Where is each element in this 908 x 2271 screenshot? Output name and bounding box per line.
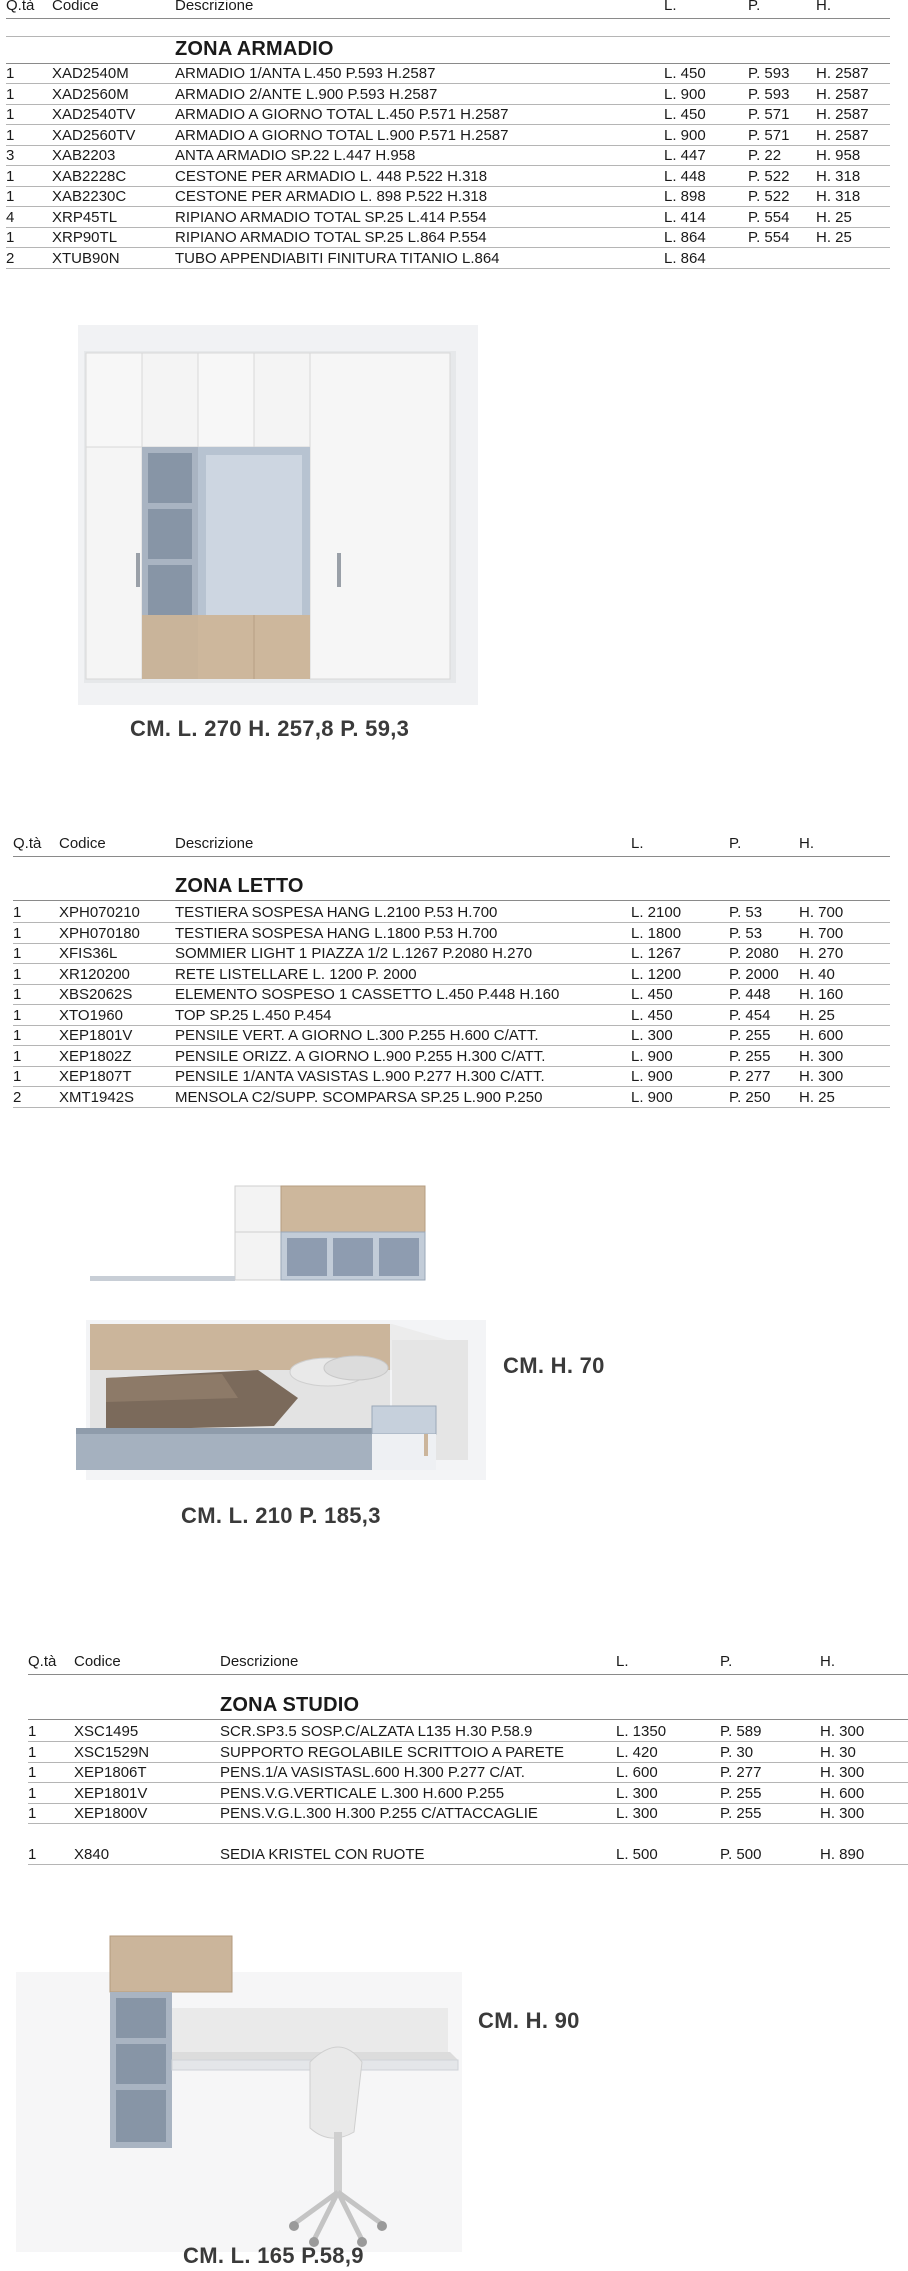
armadio-table xyxy=(6,0,890,270)
row-height: H. 25 xyxy=(816,229,852,246)
row-rule xyxy=(13,1107,890,1108)
row-code: X840 xyxy=(74,1845,110,1863)
row-qty: 1 xyxy=(13,1006,22,1024)
table-row xyxy=(6,167,890,188)
row-code: XSC1529N xyxy=(74,1743,150,1761)
row-desc: PENS.V.G.VERTICALE L.300 H.600 P.255 xyxy=(220,1784,505,1802)
row-depth: P. 554 xyxy=(748,229,790,246)
row-depth: P. 448 xyxy=(729,986,771,1003)
table-header xyxy=(6,0,890,18)
row-qty: 1 xyxy=(13,965,22,983)
section-title: ZONA STUDIO xyxy=(220,1694,360,1716)
row-qty: 1 xyxy=(6,126,15,144)
col-desc: Descrizione xyxy=(220,1653,299,1670)
row-qty: 1 xyxy=(28,1845,37,1863)
row-qty: 1 xyxy=(13,904,22,921)
row-code: XEP1801V xyxy=(59,1027,133,1044)
row-qty: 1 xyxy=(13,945,22,962)
row-qty: 1 xyxy=(6,229,15,246)
row-desc: RIPIANO ARMADIO TOTAL SP.25 L.864 P.554 xyxy=(175,229,487,246)
row-desc: TUBO APPENDIABITI FINITURA TITANIO L.864 xyxy=(175,249,500,267)
row-code: XAB2203 xyxy=(52,147,116,164)
col-p: P. xyxy=(729,835,742,852)
row-height: H. 25 xyxy=(799,1006,835,1024)
wardrobe-image xyxy=(78,325,478,705)
row-depth: P. 593 xyxy=(748,85,790,103)
table-row xyxy=(6,208,890,229)
row-rule xyxy=(28,1823,908,1824)
row-desc: CESTONE PER ARMADIO L. 898 P.522 H.318 xyxy=(175,188,488,205)
row-length: L. 900 xyxy=(664,85,706,103)
row-length: L. 448 xyxy=(664,167,706,185)
col-l: L. xyxy=(664,0,677,14)
row-length: L. 600 xyxy=(616,1764,658,1781)
col-p: P. xyxy=(720,1653,733,1670)
row-length: L. 900 xyxy=(631,1068,673,1085)
row-depth: P. 554 xyxy=(748,208,790,226)
section-title-row xyxy=(6,39,890,63)
table-row xyxy=(13,903,890,924)
row-desc: TESTIERA SOSPESA HANG L.1800 P.53 H.700 xyxy=(175,924,498,942)
row-height: H. 318 xyxy=(816,167,861,185)
row-code: XEP1802Z xyxy=(59,1047,132,1065)
row-depth: P. 454 xyxy=(729,1006,771,1024)
row-height: H. 300 xyxy=(820,1805,865,1822)
table-row xyxy=(13,985,890,1006)
row-length: L. 1267 xyxy=(631,945,682,962)
row-code: XAD2560TV xyxy=(52,126,136,144)
row-code: XTO1960 xyxy=(59,1006,123,1024)
col-l: L. xyxy=(631,835,644,852)
table-header xyxy=(28,1652,908,1674)
row-length: L. 420 xyxy=(616,1743,658,1761)
section-title: ZONA ARMADIO xyxy=(175,38,334,60)
title-rule xyxy=(13,900,890,901)
row-qty: 1 xyxy=(13,1047,22,1065)
col-desc: Descrizione xyxy=(175,0,254,14)
table-row xyxy=(13,1026,890,1047)
row-desc: ARMADIO 2/ANTE L.900 P.593 H.2587 xyxy=(175,85,438,103)
desk-dimensions: CM. L. 165 P.58,9 xyxy=(183,2243,364,2268)
row-desc: MENSOLA C2/SUPP. SCOMPARSA SP.25 L.900 P.250 xyxy=(175,1088,543,1106)
row-depth: P. 593 xyxy=(748,65,790,82)
row-code: XRP90TL xyxy=(52,229,118,246)
row-depth: P. 53 xyxy=(729,904,763,921)
row-height: H. 300 xyxy=(820,1723,865,1740)
bed-image xyxy=(72,1310,512,1490)
table-row xyxy=(28,1743,908,1764)
row-depth: P. 255 xyxy=(720,1805,762,1822)
row-desc: SOMMIER LIGHT 1 PIAZZA 1/2 L.1267 P.2080 H.270 xyxy=(175,945,533,962)
table-row xyxy=(13,1067,890,1088)
row-code: XMT1942S xyxy=(59,1088,135,1106)
row-depth: P. 30 xyxy=(720,1743,754,1761)
header-rule xyxy=(13,856,890,857)
table-row xyxy=(6,85,890,106)
studio-table xyxy=(28,1652,908,1872)
row-code: XR120200 xyxy=(59,965,130,983)
table-row xyxy=(6,249,890,270)
row-desc: TOP SP.25 L.450 P.454 xyxy=(175,1006,332,1024)
table-row xyxy=(6,126,890,147)
col-code: Codice xyxy=(59,835,106,852)
row-height: H. 25 xyxy=(816,208,852,226)
row-qty: 1 xyxy=(28,1784,37,1802)
row-length: L. 1200 xyxy=(631,965,682,983)
row-depth: P. 589 xyxy=(720,1723,762,1740)
row-desc: ARMADIO A GIORNO TOTAL L.900 P.571 H.2587 xyxy=(175,126,509,144)
row-code: XRP45TL xyxy=(52,208,118,226)
row-depth: P. 571 xyxy=(748,126,790,144)
desk-image xyxy=(10,1932,470,2262)
row-height: H. 25 xyxy=(799,1088,835,1106)
table-row xyxy=(28,1763,908,1784)
row-code: XAD2540TV xyxy=(52,106,136,123)
row-qty: 1 xyxy=(28,1723,37,1740)
row-depth: P. 2080 xyxy=(729,945,779,962)
table-row xyxy=(13,1088,890,1109)
table-row xyxy=(13,965,890,986)
table-row xyxy=(13,1047,890,1068)
row-desc: ANTA ARMADIO SP.22 L.447 H.958 xyxy=(175,147,416,164)
row-depth: P. 2000 xyxy=(729,965,779,983)
row-code: XBS2062S xyxy=(59,986,133,1003)
row-depth: P. 522 xyxy=(748,188,790,205)
row-length: L. 450 xyxy=(664,106,706,123)
row-code: XSC1495 xyxy=(74,1723,139,1740)
table-row xyxy=(28,1804,908,1825)
row-code: XFIS36L xyxy=(59,945,118,962)
row-desc: ELEMENTO SOSPESO 1 CASSETTO L.450 P.448 H.160 xyxy=(175,986,560,1003)
row-height: H. 30 xyxy=(820,1743,856,1761)
row-height: H. 40 xyxy=(799,965,835,983)
row-qty: 1 xyxy=(13,1068,22,1085)
row-length: L. 864 xyxy=(664,249,706,267)
row-depth: P. 255 xyxy=(729,1027,771,1044)
row-desc: PENSILE ORIZZ. A GIORNO L.900 P.255 H.300 C/ATT. xyxy=(175,1047,546,1065)
row-height: H. 160 xyxy=(799,986,844,1003)
row-length: L. 300 xyxy=(616,1784,658,1802)
row-depth: P. 250 xyxy=(729,1088,771,1106)
row-code: XEP1807T xyxy=(59,1068,132,1085)
row-qty: 1 xyxy=(28,1805,37,1822)
row-desc: PENS.1/A VASISTASL.600 H.300 P.277 C/AT. xyxy=(220,1764,525,1781)
header-rule xyxy=(28,1674,908,1675)
section-title: ZONA LETTO xyxy=(175,875,304,897)
row-depth: P. 53 xyxy=(729,924,763,942)
row-desc: SEDIA KRISTEL CON RUOTE xyxy=(220,1845,425,1863)
row-qty: 1 xyxy=(28,1764,37,1781)
col-p: P. xyxy=(748,0,761,14)
row-depth: P. 255 xyxy=(720,1784,762,1802)
table-row xyxy=(6,187,890,208)
row-depth: P. 277 xyxy=(720,1764,762,1781)
table-row xyxy=(6,105,890,126)
row-code: XEP1800V xyxy=(74,1805,148,1822)
row-desc: SUPPORTO REGOLABILE SCRITTOIO A PARETE xyxy=(220,1743,564,1761)
row-desc: CESTONE PER ARMADIO L. 448 P.522 H.318 xyxy=(175,167,488,185)
row-length: L. 300 xyxy=(616,1805,658,1822)
desk-height: CM. H. 90 xyxy=(478,2008,580,2033)
row-length: L. 2100 xyxy=(631,904,682,921)
headboard-height: CM. H. 70 xyxy=(503,1353,605,1378)
row-qty: 2 xyxy=(6,249,15,267)
row-length: L. 1800 xyxy=(631,924,682,942)
row-length: L. 450 xyxy=(631,1006,673,1024)
row-length: L. 450 xyxy=(664,65,706,82)
row-height: H. 318 xyxy=(816,188,861,205)
row-height: H. 300 xyxy=(799,1047,844,1065)
row-height: H. 2587 xyxy=(816,106,869,123)
table-row xyxy=(28,1784,908,1805)
row-depth: P. 571 xyxy=(748,106,790,123)
table-row xyxy=(6,146,890,167)
row-height: H. 2587 xyxy=(816,85,869,103)
row-length: L. 447 xyxy=(664,147,706,164)
row-desc: TESTIERA SOSPESA HANG L.2100 P.53 H.700 xyxy=(175,904,498,921)
row-height: H. 2587 xyxy=(816,65,869,82)
header-rule xyxy=(6,18,890,19)
letto-table xyxy=(13,834,890,1114)
header-rule xyxy=(6,36,890,37)
row-code: XAD2560M xyxy=(52,85,129,103)
table-row xyxy=(28,1722,908,1743)
row-height: H. 300 xyxy=(820,1764,865,1781)
col-h: H. xyxy=(816,0,831,14)
row-depth: P. 500 xyxy=(720,1845,762,1863)
row-height: H. 600 xyxy=(820,1784,865,1802)
table-row xyxy=(13,1006,890,1027)
row-length: L. 900 xyxy=(631,1047,673,1065)
row-desc: PENSILE VERT. A GIORNO L.300 P.255 H.600 C/ATT. xyxy=(175,1027,539,1044)
row-code: XAB2230C xyxy=(52,188,127,205)
row-qty: 1 xyxy=(6,65,15,82)
row-qty: 3 xyxy=(6,147,15,164)
col-qty: Q.tà xyxy=(13,835,42,852)
row-height: H. 890 xyxy=(820,1845,865,1863)
table-row xyxy=(6,64,890,85)
row-depth: P. 277 xyxy=(729,1068,771,1085)
row-length: L. 900 xyxy=(631,1088,673,1106)
row-qty: 1 xyxy=(6,85,15,103)
row-qty: 1 xyxy=(6,106,15,123)
col-qty: Q.tà xyxy=(28,1653,57,1670)
col-l: L. xyxy=(616,1653,629,1670)
col-h: H. xyxy=(799,835,814,852)
table-row xyxy=(28,1845,908,1866)
col-code: Codice xyxy=(52,0,99,14)
row-desc: RETE LISTELLARE L. 1200 P. 2000 xyxy=(175,965,417,983)
row-code: XEP1801V xyxy=(74,1784,148,1802)
row-length: L. 300 xyxy=(631,1027,673,1044)
section-title-row xyxy=(13,876,890,900)
row-length: L. 500 xyxy=(616,1845,658,1863)
section-title-row xyxy=(28,1695,908,1719)
col-code: Codice xyxy=(74,1653,121,1670)
row-qty: 1 xyxy=(13,924,22,942)
row-length: L. 864 xyxy=(664,229,706,246)
row-desc: RIPIANO ARMADIO TOTAL SP.25 L.414 P.554 xyxy=(175,208,487,226)
row-height: H. 700 xyxy=(799,924,844,942)
row-height: H. 700 xyxy=(799,904,844,921)
row-desc: SCR.SP3.5 SOSP.C/ALZATA L135 H.30 P.58.9 xyxy=(220,1723,533,1740)
table-header xyxy=(13,834,890,856)
table-row xyxy=(13,924,890,945)
row-length: L. 450 xyxy=(631,986,673,1003)
row-height: H. 958 xyxy=(816,147,861,164)
row-desc: PENS.V.G.L.300 H.300 P.255 C/ATTACCAGLIE xyxy=(220,1805,538,1822)
row-code: XAD2540M xyxy=(52,65,129,82)
row-qty: 1 xyxy=(6,167,15,185)
row-qty: 1 xyxy=(6,188,15,205)
row-depth: P. 255 xyxy=(729,1047,771,1065)
row-rule xyxy=(28,1864,908,1865)
row-height: H. 600 xyxy=(799,1027,844,1044)
row-length: L. 1350 xyxy=(616,1723,667,1740)
row-qty: 1 xyxy=(28,1743,37,1761)
row-qty: 4 xyxy=(6,208,15,226)
bed-dimensions: CM. L. 210 P. 185,3 xyxy=(181,1503,381,1528)
row-height: H. 270 xyxy=(799,945,844,962)
row-length: L. 900 xyxy=(664,126,706,144)
wall-units-image xyxy=(88,1178,468,1288)
row-desc: PENSILE 1/ANTA VASISTAS L.900 P.277 H.300 C/ATT. xyxy=(175,1068,545,1085)
col-desc: Descrizione xyxy=(175,835,254,852)
row-qty: 2 xyxy=(13,1088,22,1106)
col-qty: Q.tà xyxy=(6,0,35,14)
wardrobe-dimensions: CM. L. 270 H. 257,8 P. 59,3 xyxy=(130,716,410,741)
row-code: XEP1806T xyxy=(74,1764,147,1781)
row-rule xyxy=(6,268,890,269)
row-code: XPH070210 xyxy=(59,904,140,921)
row-code: XAB2228C xyxy=(52,167,127,185)
row-qty: 1 xyxy=(13,1027,22,1044)
row-desc: ARMADIO A GIORNO TOTAL L.450 P.571 H.2587 xyxy=(175,106,509,123)
row-desc: ARMADIO 1/ANTA L.450 P.593 H.2587 xyxy=(175,65,436,82)
row-length: L. 898 xyxy=(664,188,706,205)
title-rule xyxy=(28,1719,908,1720)
row-code: XTUB90N xyxy=(52,249,120,267)
table-row xyxy=(6,228,890,249)
table-row xyxy=(13,944,890,965)
col-h: H. xyxy=(820,1653,835,1670)
row-qty: 1 xyxy=(13,986,22,1003)
row-depth: P. 522 xyxy=(748,167,790,185)
row-depth: P. 22 xyxy=(748,147,782,164)
row-length: L. 414 xyxy=(664,208,706,226)
row-height: H. 300 xyxy=(799,1068,844,1085)
row-code: XPH070180 xyxy=(59,924,140,942)
row-height: H. 2587 xyxy=(816,126,869,144)
